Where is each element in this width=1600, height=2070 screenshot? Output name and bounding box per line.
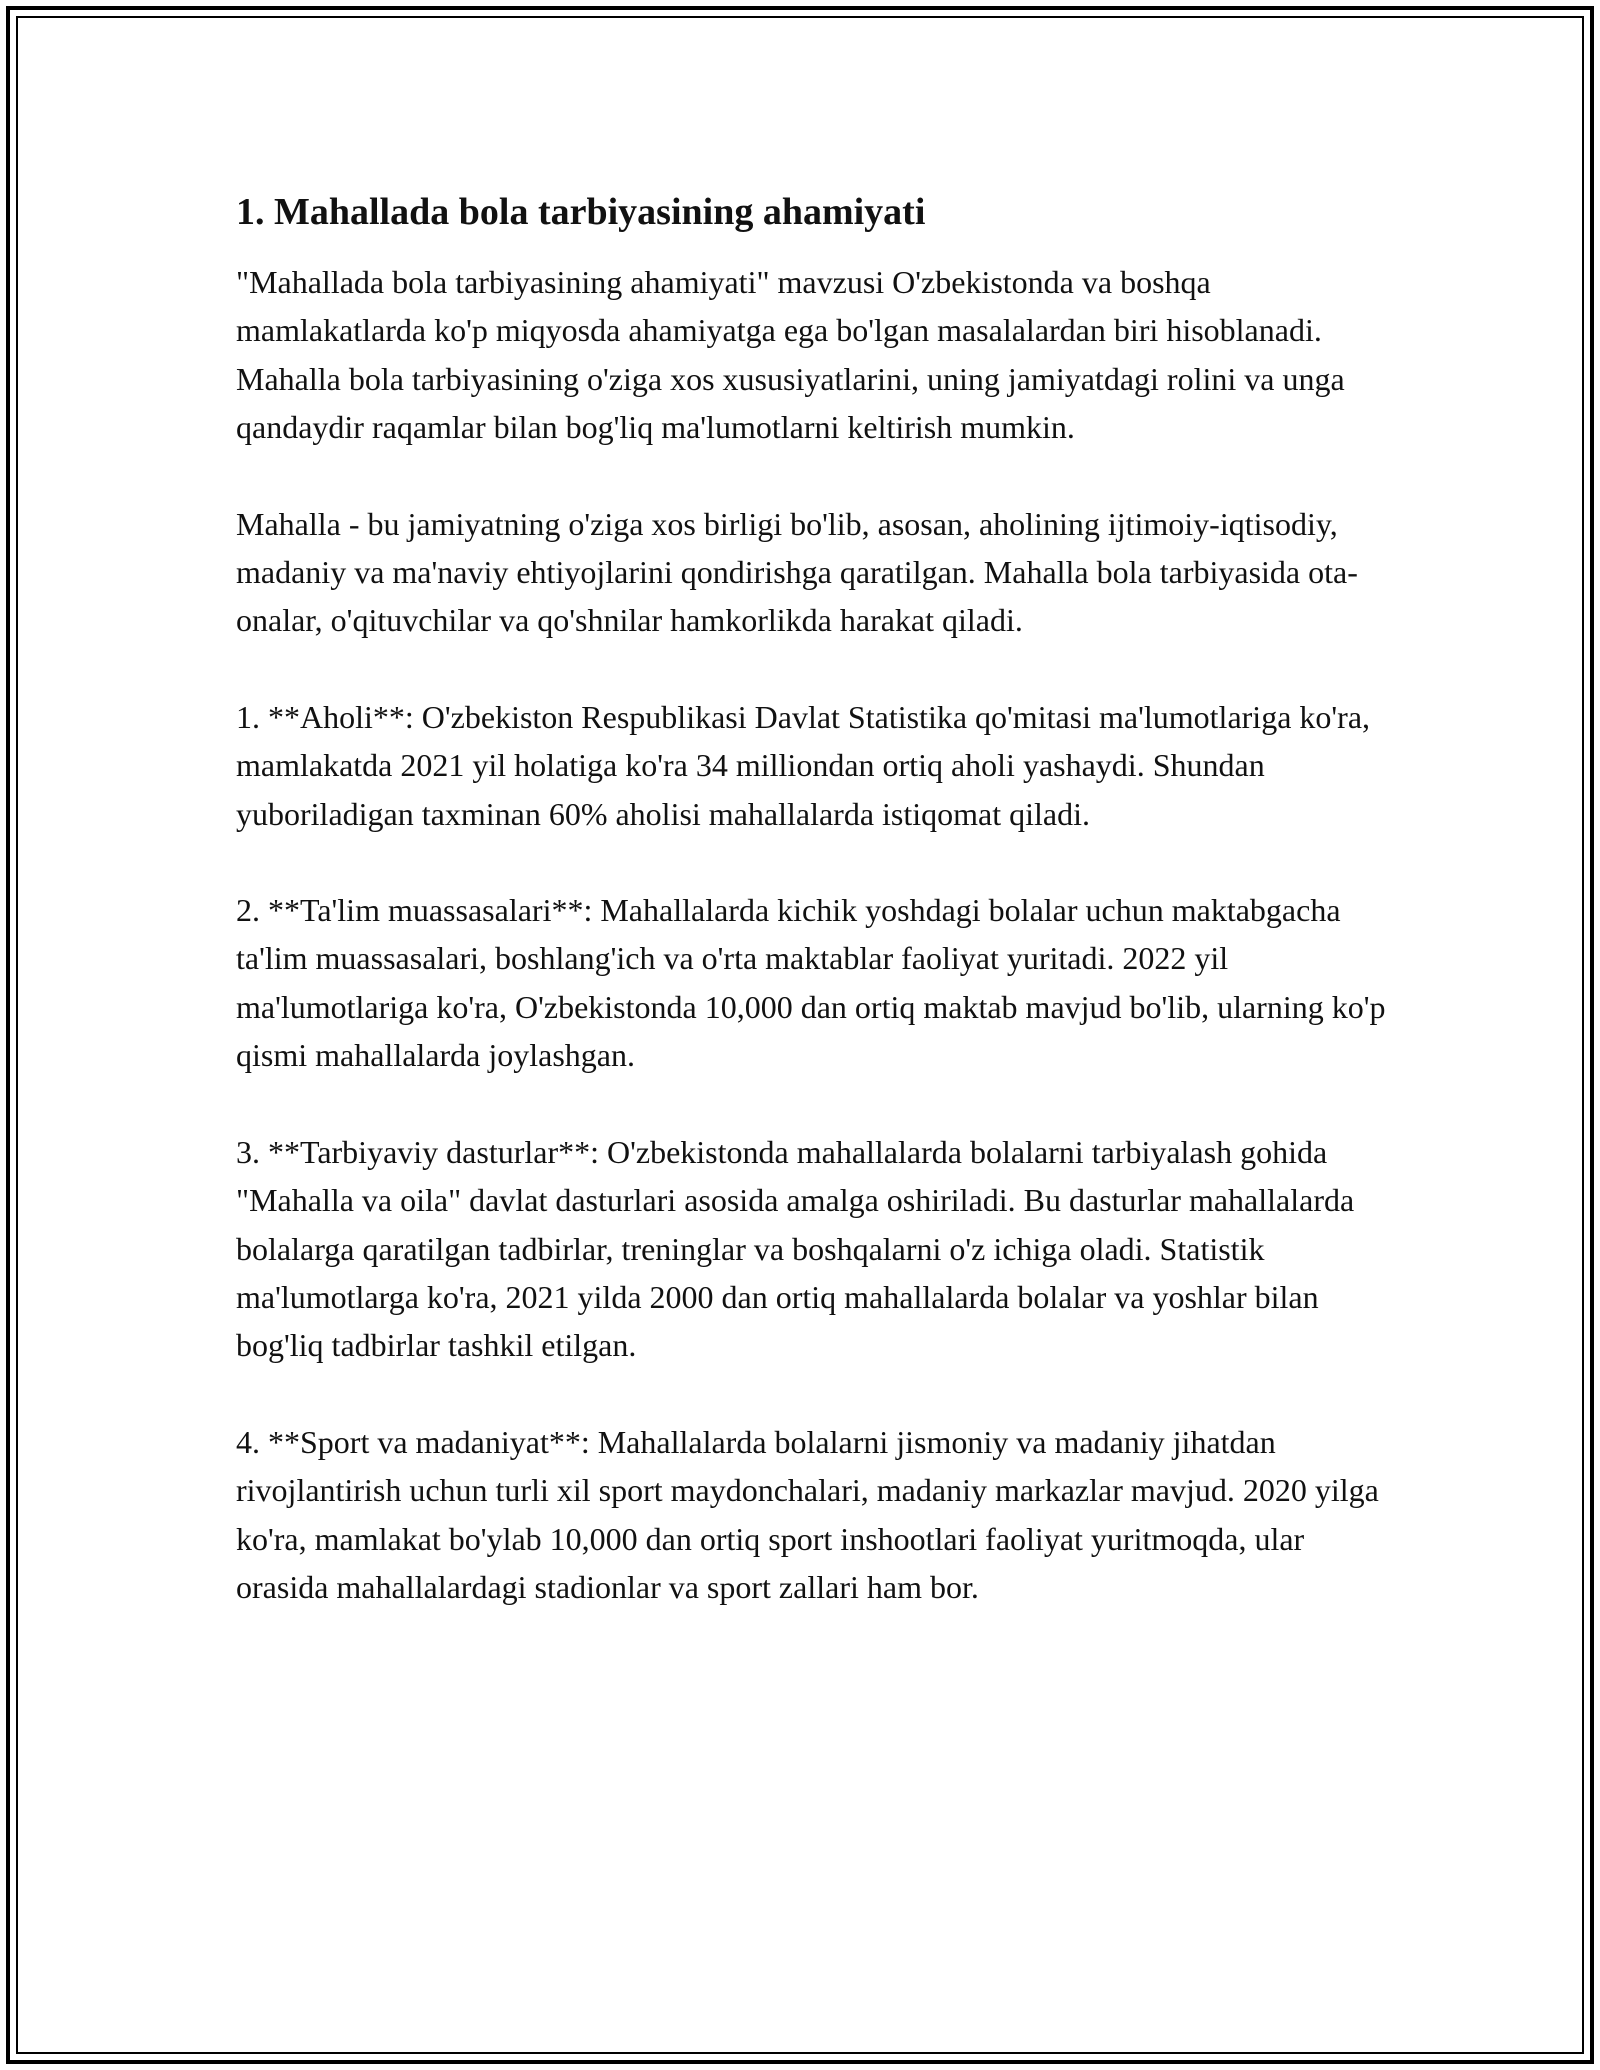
document-body: [236, 188, 1386, 1659]
paragraph-intro: "Mahallada bola tarbiyasining ahamiyati" mavzusi O'zbekistonda va boshqa mamlakatlarda ko'p miqyosda ahamiyatga ega bo'lgan masalalardan biri hisoblanadi. Mahalla bola tarbiyasining o'ziga xos xususiyatlarini, uning jamiyatdagi rolini va unga qandaydir raqamlar bilan bog'liq ma'lumotlarni keltirish mumkin.: [236, 264, 1345, 446]
document-title: 1. Mahallada bola tarbiyasining ahamiyati: [236, 191, 926, 233]
paragraph-item-talim: 2. **Ta'lim muassasalari**: Mahallalarda kichik yoshdagi bolalar uchun maktabgacha ta'lim muassasalari, boshlang'ich va o'rta maktablar faoliyat yuritadi. 2022 yil ma'lumotlariga ko'ra, O'zbekistonda 10,000 dan ortiq maktab mavjud bo'lib, ularning ko'p qismi mahallalarda joylashgan.: [236, 892, 1386, 1074]
paragraph-item-sport: 4. **Sport va madaniyat**: Mahallalarda bolalarni jismoniy va madaniy jihatdan rivojlantirish uchun turli xil sport maydonchalari, madaniy markazlar mavjud. 2020 yilga ko'ra, mamlakat bo'ylab 10,000 dan ortiq sport inshootlari faoliyat yuritmoqda, ular orasida mahallalardagi stadionlar va sport zallari ham bor.: [236, 1423, 1379, 1605]
paragraph-item-aholi: 1. **Aholi**: O'zbekiston Respublikasi Davlat Statistika qo'mitasi ma'lumotlariga ko'ra, mamlakatda 2021 yil holatiga ko'ra 34 milliondan ortiq aholi yashaydi. Shundan yuboriladigan taxminan 60% aholisi mahallalarda istiqomat qiladi.: [236, 698, 1371, 832]
paragraph-mahalla-definition: Mahalla - bu jamiyatning o'ziga xos birligi bo'lib, asosan, aholining ijtimoiy-iqtisodiy, madaniy va ma'naviy ehtiyojlarini qondirishga qaratilgan. Mahalla bola tarbiyasida ota-onalar, o'qituvchilar va qo'shnilar hamkorlikda harakat qiladi.: [236, 505, 1358, 639]
paragraph-item-dasturlar: 3. **Tarbiyaviy dasturlar**: O'zbekistonda mahallalarda bolalarni tarbiyalash gohida "Mahalla va oila" davlat dasturlari asosida amalga oshiriladi. Bu dasturlar mahallalarda bolalarga qaratilgan tadbirlar, treninglar va boshqalarni o'z ichiga oladi. Statistik ma'lumotlarga ko'ra, 2021 yilda 2000 dan ortiq mahallalarda bolalar va yoshlar bilan bog'liq tadbirlar tashkil etilgan.: [236, 1133, 1355, 1364]
